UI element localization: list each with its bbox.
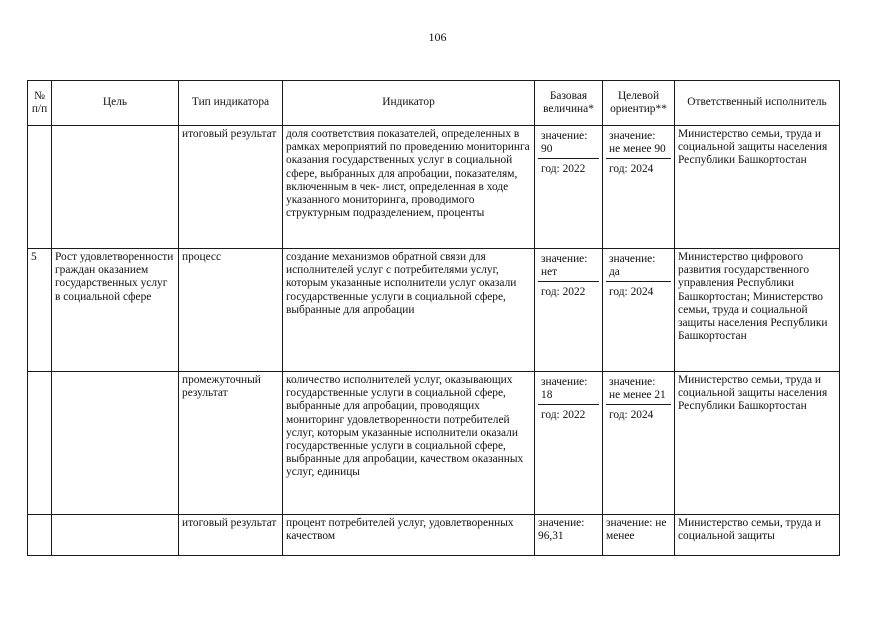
header-indicator: Индикатор bbox=[283, 81, 535, 126]
row-target bbox=[603, 372, 675, 515]
row-indicator: процент потребителей услуг, удовлетворенных качеством bbox=[283, 515, 535, 556]
table-row bbox=[28, 126, 840, 249]
target-year: год: 2024 bbox=[609, 163, 654, 176]
target-value: значение: да bbox=[606, 251, 671, 282]
base-value: значение: 96,31 bbox=[538, 517, 585, 543]
header-goal: Цель bbox=[52, 81, 179, 126]
header-type: Тип индикатора bbox=[179, 81, 283, 126]
row-indicator: количество исполнителей услуг, оказывающих государственные услуги в социальной сфере, выбранные для апробации, проводящих мониторинг удовлетворенности потребителей услуг, которым указанные исполнители оказали государственные услуги в социальной сфере, выбранные для апробации, качеством оказанных услуг, единицы bbox=[283, 372, 535, 515]
page-number: 106 bbox=[428, 30, 447, 44]
row-target bbox=[603, 126, 675, 249]
table-row bbox=[28, 249, 840, 372]
base-year: год: 2022 bbox=[541, 409, 586, 422]
table-header-row bbox=[28, 81, 840, 126]
row-target bbox=[603, 249, 675, 372]
row-num bbox=[28, 372, 52, 515]
row-type: итоговый результат bbox=[179, 126, 283, 249]
row-responsible: Министерство семьи, труда и социальной защиты населения Республики Башкортостан bbox=[675, 372, 840, 515]
row-responsible: Министерство семьи, труда и социальной защиты населения Республики Башкортостан bbox=[675, 126, 840, 249]
row-num bbox=[28, 515, 52, 556]
indicators-table bbox=[27, 80, 840, 556]
row-num bbox=[28, 126, 52, 249]
base-year: год: 2022 bbox=[541, 286, 586, 299]
row-type: итоговый результат bbox=[179, 515, 283, 556]
row-base bbox=[535, 249, 603, 372]
target-value: значение: не менее 21 bbox=[606, 374, 671, 405]
target-value: значение: не менее 90 bbox=[606, 128, 671, 159]
header-responsible: Ответственный исполнитель bbox=[675, 81, 840, 126]
header-target: Целевой ориентир** bbox=[603, 81, 675, 126]
table-row bbox=[28, 515, 840, 556]
row-indicator: создание механизмов обратной связи для исполнителей услуг с потребителями услуг, которым указанные исполнители услуг оказали государственные услуги в социальной сфере, выбранные для апробации bbox=[283, 249, 535, 372]
row-type: процесс bbox=[179, 249, 283, 372]
header-base: Базовая величина* bbox=[535, 81, 603, 126]
row-type: промежуточный результат bbox=[179, 372, 283, 515]
header-num: № п/п bbox=[28, 81, 52, 126]
row-responsible: Министерство цифрового развития государственного управления Республики Башкортостан; Министерство семьи, труда и социальной защиты населения Республики Башкортостан bbox=[675, 249, 840, 372]
table-row bbox=[28, 372, 840, 515]
row-goal bbox=[52, 515, 179, 556]
base-value: значение: 18 bbox=[538, 374, 599, 405]
row-responsible: Министерство семьи, труда и социальной защиты bbox=[675, 515, 840, 556]
row-num: 5 bbox=[28, 249, 52, 372]
row-target bbox=[603, 515, 675, 556]
target-year: год: 2024 bbox=[609, 409, 654, 422]
base-year: год: 2022 bbox=[541, 163, 586, 176]
row-base bbox=[535, 515, 603, 556]
base-value: значение: нет bbox=[538, 251, 599, 282]
row-goal: Рост удовлетворенности граждан оказанием государственных услуг в социальной сфере bbox=[52, 249, 179, 372]
row-goal bbox=[52, 372, 179, 515]
row-base bbox=[535, 372, 603, 515]
row-base bbox=[535, 126, 603, 249]
target-year: год: 2024 bbox=[609, 286, 654, 299]
row-goal bbox=[52, 126, 179, 249]
row-indicator: доля соответствия показателей, определенных в рамках мероприятий по проведению мониторинга оказания государственных услуг в социальной сфере, выбранных для апробации, показателям, включенным в чек- лист, определенная в ходе указанного мониторинга, проводимого структурным подразделением, проценты bbox=[283, 126, 535, 249]
target-value: значение: не менее bbox=[606, 517, 667, 543]
base-value: значение: 90 bbox=[538, 128, 599, 159]
